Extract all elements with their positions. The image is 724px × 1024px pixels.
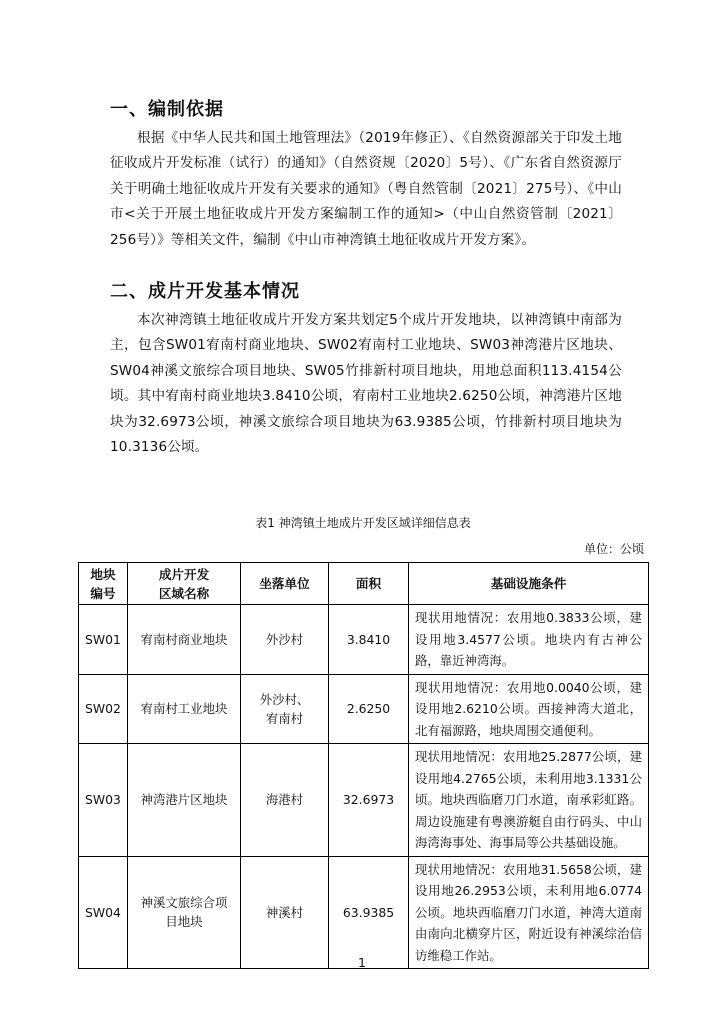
cell-village: 海港村 bbox=[241, 744, 329, 857]
header-name-line1: 成片开发 bbox=[158, 566, 210, 582]
cell-code: SW03 bbox=[79, 744, 128, 857]
cell-infra: 现状用地情况：农用地0.3833公顷，建设用地3.4577公顷。地块内有古神公路，靠近神湾海。 bbox=[409, 605, 649, 675]
header-name-line2: 区域名称 bbox=[158, 585, 210, 601]
table-caption: 表1 神湾镇土地成片开发区域详细信息表 bbox=[255, 516, 471, 530]
header-name bbox=[128, 563, 241, 605]
cell-village: 外沙村、宥南村 bbox=[241, 674, 329, 744]
cell-infra: 现状用地情况：农用地25.2877公顷，建设用地4.2765公顷，未利用地3.1331公顷。地块西临磨刀门水道，南承彩虹路。周边设施建有粤澳游艇自由行码头、中山海湾海事处、海事局等公共基础设施。 bbox=[409, 744, 649, 857]
cell-infra: 现状用地情况：农用地0.0040公顷，建设用地2.6210公顷。西接神湾大道北，北有福源路，地块周围交通便利。 bbox=[409, 674, 649, 744]
table-row bbox=[79, 856, 649, 969]
table-header-row bbox=[79, 563, 649, 605]
page-number: 1 bbox=[358, 955, 366, 970]
cell-name: 宥南村商业地块 bbox=[128, 605, 241, 675]
cell-village: 外沙村 bbox=[241, 605, 329, 675]
header-infra: 基础设施条件 bbox=[409, 563, 649, 605]
cell-name: 神溪文旅综合项目地块 bbox=[128, 856, 241, 969]
header-code bbox=[79, 563, 128, 605]
header-code-line2: 编号 bbox=[90, 585, 116, 601]
cell-area: 3.8410 bbox=[329, 605, 409, 675]
section-heading-overview: 二、成片开发基本情况 bbox=[110, 281, 300, 302]
table-row bbox=[79, 744, 649, 857]
cell-code: SW02 bbox=[79, 674, 128, 744]
cell-area: 63.9385 bbox=[329, 856, 409, 969]
header-code-line1: 地块 bbox=[90, 566, 116, 582]
table-unit: 单位：公顷 bbox=[583, 542, 644, 556]
section-heading-basis: 一、编制依据 bbox=[110, 99, 224, 120]
cell-name: 神湾港片区地块 bbox=[128, 744, 241, 857]
cell-name: 宥南村工业地块 bbox=[128, 674, 241, 744]
cell-area: 2.6250 bbox=[329, 674, 409, 744]
table-row bbox=[79, 605, 649, 675]
basis-paragraph: 根据《中华人民共和国土地管理法》（2019年修正）、《自然资源部关于印发土地征收成片开发标准（试行）的通知》（自然资规〔2020〕5号）、《广东省自然资源厅关于明确土地征收成片开发有关要求的通知》（粤自然管制〔2021〕275号）、《中山市<关于开展土地征收成片开发方案编制工作的通知>（中山自然资管制〔2021〕256号）》等相关文件，编制《中山市神湾镇土地征收成片开发方案》。 bbox=[110, 130, 622, 248]
header-village: 坐落单位 bbox=[241, 563, 329, 605]
cell-area: 32.6973 bbox=[329, 744, 409, 857]
cell-infra: 现状用地情况：农用地31.5658公顷，建设用地26.2953公顷，未利用地6.0774公顷。地块西临磨刀门水道，神湾大道南由南向北横穿片区，附近设有神溪综治信访维稳工作站。 bbox=[409, 856, 649, 969]
cell-code: SW04 bbox=[79, 856, 128, 969]
cell-code: SW01 bbox=[79, 605, 128, 675]
header-area: 面积 bbox=[329, 563, 409, 605]
overview-paragraph: 本次神湾镇土地征收成片开发方案共划定5个成片开发地块，以神湾镇中南部为主，包含SW01宥南村商业地块、SW02宥南村工业地块、SW03神湾港片区地块、SW04神溪文旅综合项目地块、SW05竹排新村项目地块，用地总面积113.4154公顷。其中宥南村商业地块3.8410公顷，宥南村工业地块2.6250公顷，神湾港片区地块为32.6973公顷，神溪文旅综合项目地块为63.9385公顷，竹排新村项目地块为10.3136公顷。 bbox=[110, 312, 622, 456]
table-row bbox=[79, 674, 649, 744]
plot-info-table bbox=[78, 562, 649, 969]
cell-village: 神溪村 bbox=[241, 856, 329, 969]
